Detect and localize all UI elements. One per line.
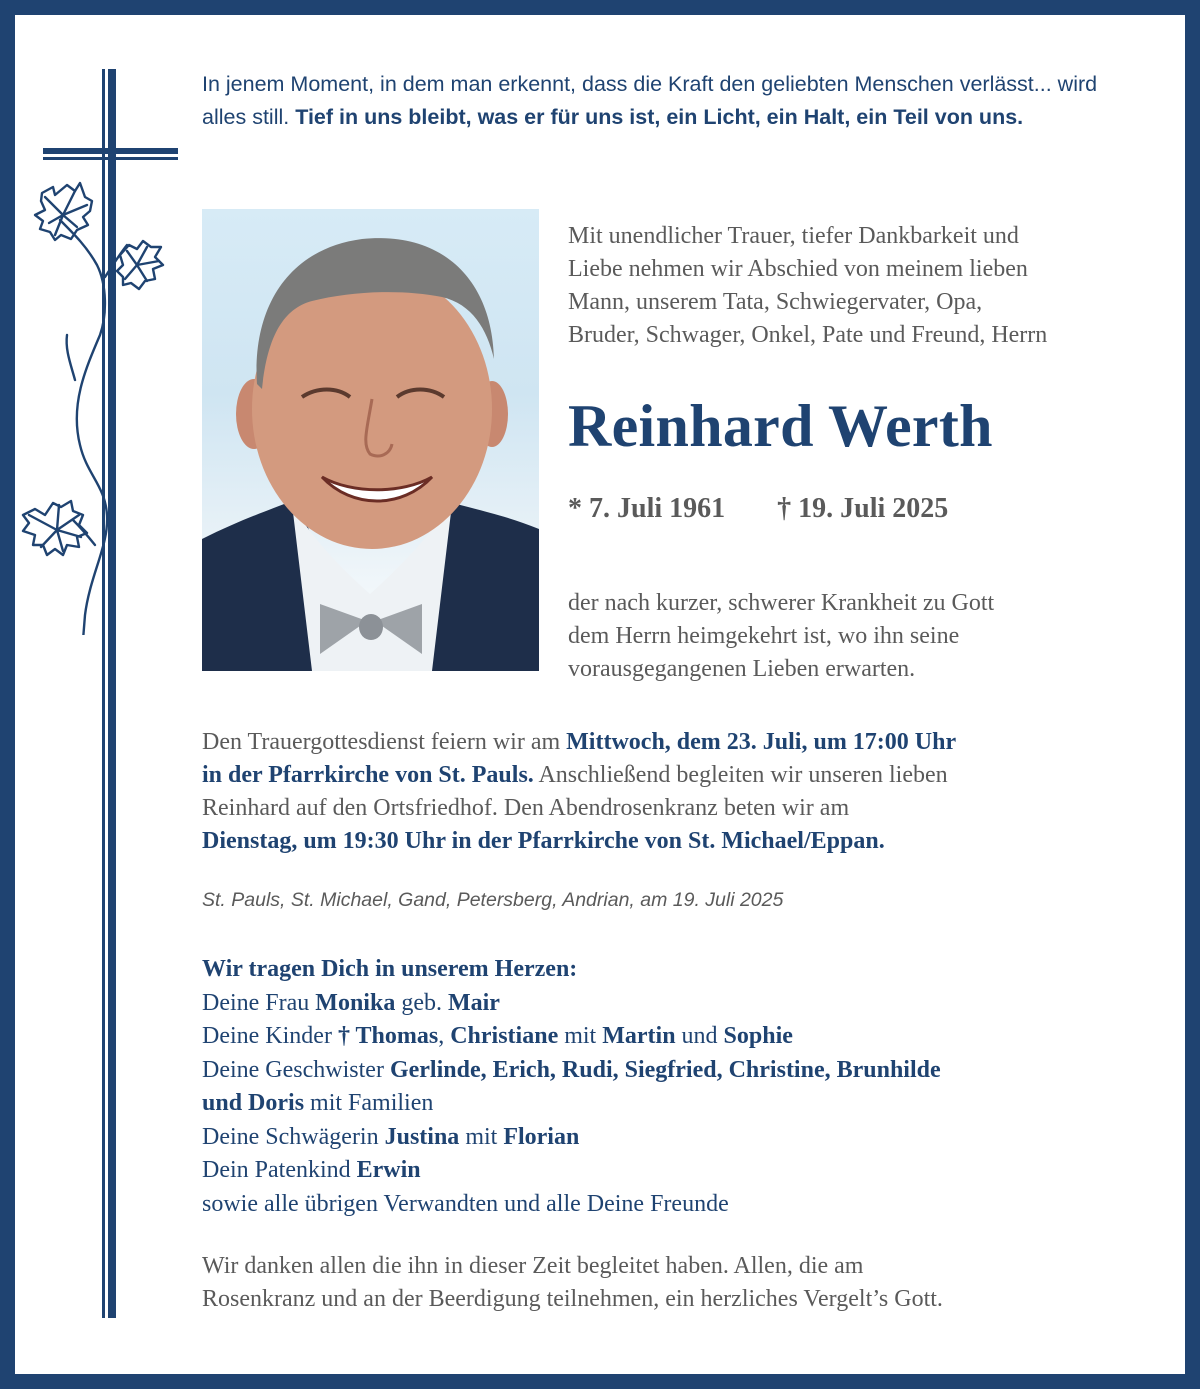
label: Deine Frau [202, 989, 316, 1016]
rosary-info: Dienstag, um 19:30 Uhr in der Pfarrkirche von St. Michael/Eppan. [202, 828, 885, 854]
death-text-line: dem Herrn heimgekehrt ist, wo ihn seine [568, 623, 960, 649]
family-siblings [202, 1054, 1162, 1088]
name: Erwin [356, 1157, 421, 1183]
label: mit Familien [304, 1090, 434, 1116]
name: Thomas [349, 1023, 439, 1049]
deceased-name: Reinhard Werth [568, 393, 993, 459]
grape-vine-icon [15, 15, 205, 635]
obituary-card [15, 15, 1185, 1374]
family-others: sowie alle übrigen Verwandten und alle Deine Freunde [202, 1190, 729, 1217]
name: Justina [384, 1123, 460, 1150]
death-text-line: der nach kurzer, schwerer Krankheit zu Gott [568, 590, 995, 616]
thanks-line: Rosenkranz und an der Beerdigung teilnehmen, ein herzliches Vergelt’s Gott. [202, 1286, 943, 1312]
family-list [202, 953, 1162, 1221]
label: Deine Kinder [202, 1023, 338, 1049]
family-heading: Wir tragen Dich in unserem Herzen: [202, 956, 578, 982]
family-siblings-cont [202, 1087, 1162, 1121]
place-and-date: St. Pauls, St. Michael, Gand, Petersberg, Andrian, am 19. Juli 2025 [202, 889, 784, 911]
family-godchild [202, 1154, 1162, 1188]
quote-normal-text: In jenem Moment, in dem man erkennt, dass die Kraft den geliebten Menschen verlässt... wird alles still. [202, 72, 1098, 129]
opening-quote [202, 68, 1122, 134]
thanks-line: Wir danken allen die ihn in dieser Zeit begleitet haben. Allen, die am [202, 1253, 864, 1279]
death-cross-icon: † [777, 493, 792, 524]
quote-bold-text: Tief in uns bleibt, was er für uns ist, ein Licht, ein Halt, ein Teil von uns. [295, 105, 1024, 129]
thanks-text [202, 1250, 1162, 1316]
intro-line: Bruder, Schwager, Onkel, Pate und Freund, Herrn [568, 322, 1048, 348]
death-text-line: vorausgegangenen Lieben erwarten. [568, 656, 916, 682]
name: Sophie [723, 1023, 793, 1049]
service-text: Reinhard auf den Ortsfriedhof. Den Abendrosenkranz beten wir am [202, 795, 850, 821]
service-text: Anschließend begleiten wir unseren lieben [533, 762, 948, 788]
name: Christiane [450, 1023, 559, 1049]
label: Dein Patenkind [202, 1157, 357, 1183]
label: mit [459, 1123, 504, 1150]
dagger-icon: † [337, 1023, 350, 1049]
birth-asterisk-icon: * [568, 493, 582, 524]
label: , [438, 1023, 451, 1049]
label: Deine Schwägerin [202, 1123, 385, 1150]
label: geb. [395, 989, 448, 1016]
service-info [202, 726, 1162, 858]
death-text [568, 587, 1168, 686]
name: Mair [447, 989, 500, 1016]
funeral-date-time: Mittwoch, dem 23. Juli, um 17:00 Uhr [566, 729, 957, 755]
service-text: Den Trauergottesdienst feiern wir am [202, 729, 567, 755]
funeral-church: in der Pfarrkirche von St. Pauls. [202, 762, 534, 788]
intro-line: Mit unendlicher Trauer, tiefer Dankbarkeit und [568, 223, 1019, 249]
birth-date: 7. Juli 1961 [589, 493, 726, 524]
portrait-illustration [202, 209, 539, 671]
label: mit [558, 1023, 603, 1049]
label: Deine Geschwister [202, 1056, 390, 1083]
family-sister-in-law [202, 1121, 1162, 1155]
label: und [675, 1023, 724, 1049]
intro-line: Mann, unserem Tata, Schwiegervater, Opa, [568, 289, 983, 315]
life-dates [568, 491, 948, 527]
name: Monika [315, 989, 396, 1016]
intro-line: Liebe nehmen wir Abschied von meinem lieben [568, 256, 1028, 282]
name: Florian [503, 1123, 580, 1150]
intro-text [568, 220, 1168, 352]
family-wife [202, 987, 1162, 1021]
death-date: 19. Juli 2025 [798, 493, 949, 524]
names: und Doris [202, 1090, 305, 1116]
names: Gerlinde, Erich, Rudi, Siegfried, Christine, Brunhilde [389, 1056, 941, 1083]
name: Martin [602, 1023, 676, 1049]
portrait-photo [202, 209, 539, 671]
family-children [202, 1020, 1162, 1054]
